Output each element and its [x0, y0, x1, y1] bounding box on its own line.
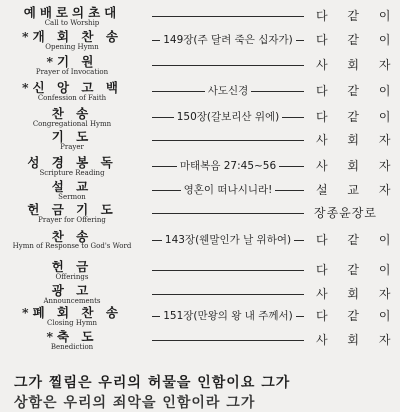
program-item-english: Announcements — [43, 297, 101, 305]
divider-line — [152, 140, 304, 141]
program-item-korean: 찬 송 — [51, 229, 93, 244]
program-row — [0, 55, 400, 81]
program-item-leader: 다 같 이 — [316, 309, 399, 323]
program-item-detail: 영혼이 떠나시니라! — [146, 182, 310, 197]
program-item-korean: 성 경 봉 독 — [27, 155, 117, 170]
program-item-korean: 예배로의초대 — [23, 5, 121, 20]
program-item-leader: 사 회 자 — [316, 58, 399, 72]
program-item-english: Congregational Hymn — [32, 120, 112, 128]
program-item-korean: 기 도 — [51, 129, 93, 144]
program-item-korean: 광 고 — [51, 283, 93, 298]
program-item-leader: 사 회 자 — [316, 333, 399, 347]
program-item-english: Hymn of Response to God's Word — [12, 242, 132, 250]
program-item-english: Scripture Reading — [39, 169, 105, 177]
program-item-leader: 장종윤장로 — [314, 206, 377, 220]
program-item-korean: 찬 송 — [51, 106, 93, 121]
program-item-detail: 143장(웬말인가 날 위하여) — [146, 232, 310, 247]
scripture-verse-line: 상함은 우리의 죄악을 인함이라 그가 — [14, 395, 256, 411]
program-item-english: Prayer of Invocation — [35, 68, 109, 76]
program-row — [0, 230, 400, 256]
program-item-korean: 헌 금 기 도 — [27, 202, 117, 217]
program-row — [0, 130, 400, 156]
program-item-english: Closing Hymn — [46, 319, 98, 327]
divider-line — [152, 65, 304, 66]
program-row — [0, 330, 400, 356]
program-item-detail: 150장(갈보리산 위에) — [146, 109, 310, 124]
program-item-leader: 다 같 이 — [316, 84, 399, 98]
program-item-english: Sermon — [58, 193, 86, 201]
program-item-leader: 다 같 이 — [316, 233, 399, 247]
program-item-korean: 설 교 — [51, 179, 93, 194]
program-item-english: Opening Hymn — [45, 43, 99, 51]
divider-line — [152, 213, 304, 214]
program-item-korean: *개 회 찬 송 — [22, 29, 122, 44]
program-item-detail: 마태복음 27:45~56 — [146, 158, 310, 173]
program-item-leader: 사 회 자 — [316, 133, 399, 147]
divider-line — [152, 340, 304, 341]
program-item-english: Call to Worship — [44, 19, 100, 27]
program-item-korean: 헌 금 — [51, 259, 93, 274]
program-item-korean: *폐 회 찬 송 — [22, 305, 122, 320]
divider-line — [152, 270, 304, 271]
program-item-english: Prayer for Offering — [38, 216, 106, 224]
program-row — [0, 81, 400, 107]
scripture-verse-line: 그가 찔림은 우리의 허물을 인함이요 그가 — [14, 375, 291, 391]
program-item-leader: 다 같 이 — [316, 110, 399, 124]
program-item-leader: 다 같 이 — [316, 33, 399, 47]
program-item-leader: 사 회 자 — [316, 287, 399, 301]
divider-line — [152, 294, 304, 295]
program-item-leader: 다 같 이 — [316, 9, 399, 23]
program-item-english: Prayer — [60, 143, 84, 151]
program-item-korean: *신 앙 고 백 — [22, 80, 122, 95]
program-item-leader: 다 같 이 — [316, 263, 399, 277]
program-item-english: Offerings — [55, 273, 89, 281]
program-item-leader: 사 회 자 — [316, 159, 399, 173]
dotted-divider-line — [152, 16, 304, 17]
program-item-korean: *기 원 — [46, 54, 98, 69]
program-item-korean: *축 도 — [46, 329, 98, 344]
program-item-leader: 설 교 자 — [316, 183, 399, 197]
program-item-detail: 149장(주 달려 죽은 십자가) — [146, 32, 310, 47]
program-item-detail: 사도신경 — [146, 83, 310, 98]
program-item-english: Benediction — [50, 343, 94, 351]
program-row — [0, 30, 400, 56]
program-row — [0, 203, 400, 229]
program-item-detail: 151장(만왕의 왕 내 주께서) — [146, 308, 310, 323]
program-item-english: Confession of Faith — [37, 94, 107, 102]
